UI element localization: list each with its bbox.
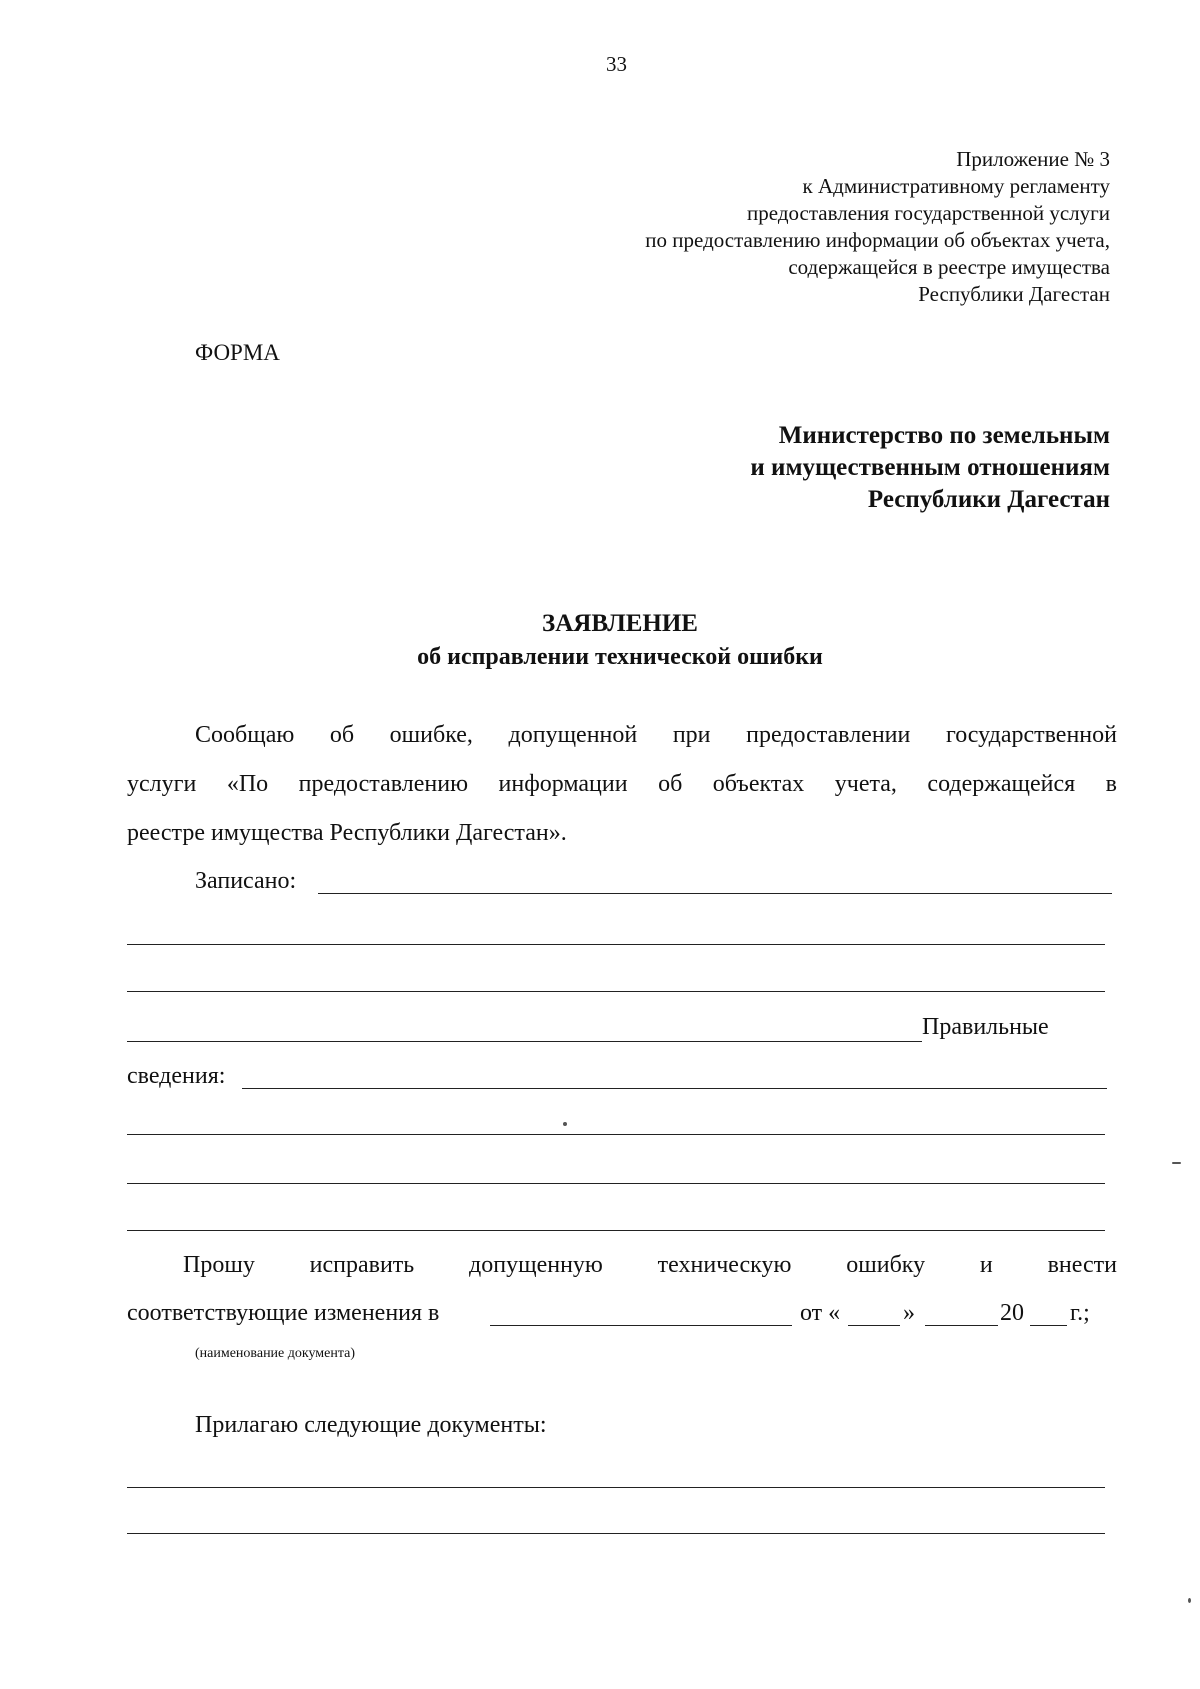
recorded-label: Записано: [195,868,297,894]
year-prefix: 20 [1000,1300,1024,1326]
date-from-label: от « [800,1300,841,1326]
date-day-input-line[interactable] [848,1325,900,1326]
paragraph-line: реестре имущества Республики Дагестан». [127,820,567,846]
document-name-hint: (наименование документа) [195,1346,356,1361]
attachment-input-line[interactable] [127,1533,1105,1534]
recorded-input-line[interactable] [127,1041,922,1042]
correct-input-line[interactable] [127,1183,1105,1184]
document-subtitle: об исправлении технической ошибки [417,644,823,670]
date-quote-close: » [903,1300,915,1326]
correct-input-line[interactable] [242,1088,1107,1089]
page-number: 33 [606,52,627,76]
appendix-line: содержащейся в реестре имущества [788,255,1110,279]
form-label: ФОРМА [195,340,280,365]
attachments-label: Прилагаю следующие документы: [195,1412,547,1438]
appendix-line: Республики Дагестан [918,282,1110,306]
appendix-line: к Административному регламенту [802,174,1110,198]
recorded-input-line[interactable] [127,991,1105,992]
document-name-input-line[interactable] [490,1325,792,1326]
scan-speck [563,1122,567,1126]
year-suffix: г.; [1070,1300,1090,1326]
appendix-line: по предоставлению информации об объектах учета, [645,228,1110,252]
attachment-input-line[interactable] [127,1487,1105,1488]
recorded-input-line[interactable] [318,893,1112,894]
recipient-line: Республики Дагестан [867,486,1110,513]
correct-input-line[interactable] [127,1134,1105,1135]
date-month-input-line[interactable] [925,1325,998,1326]
scan-speck [1172,1162,1181,1164]
appendix-header [645,146,1110,308]
appendix-line: предоставления государственной услуги [747,201,1110,225]
request-prefix: соответствующие изменения в [127,1300,440,1326]
correct-input-line[interactable] [127,1230,1105,1231]
paragraph-line: Сообщаю об ошибке, допущенной при предоставлении государственной [195,722,1117,748]
appendix-line: Приложение № 3 [956,147,1110,171]
correct-label-part2: сведения: [127,1063,226,1089]
recorded-input-line[interactable] [127,944,1105,945]
correct-label-part1: Правильные [922,1014,1049,1040]
request-line: Прошу исправить допущенную техническую ошибку и внести [183,1252,1117,1278]
date-year-input-line[interactable] [1030,1325,1067,1326]
recipient-line: Министерство по земельным [778,422,1110,449]
paragraph-line: услуги «По предоставлению информации об объектах учета, содержащейся в [127,771,1117,797]
document-title: ЗАЯВЛЕНИЕ [542,610,698,637]
scan-speck [1188,1598,1191,1603]
recipient-line: и имущественным отношениям [750,454,1110,481]
recipient-block [750,420,1110,516]
